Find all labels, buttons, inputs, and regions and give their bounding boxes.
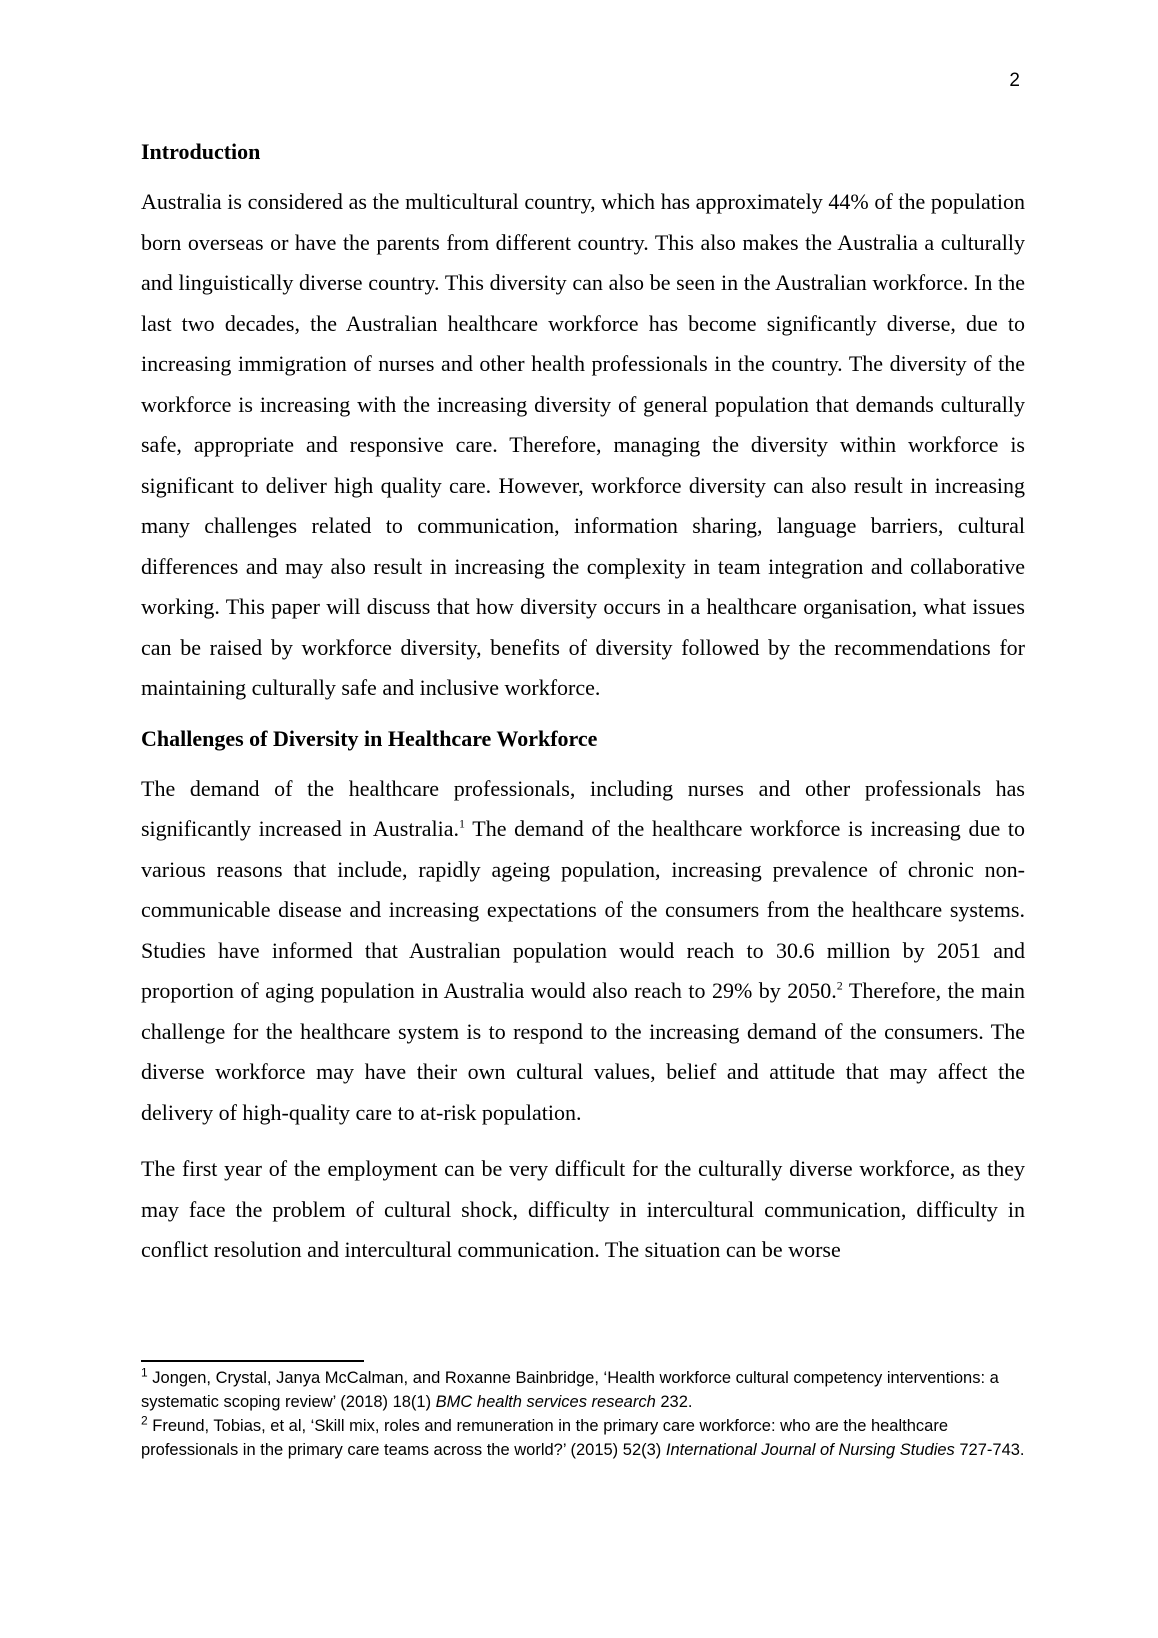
footnotes [141,1366,1025,1462]
footnote-journal: BMC health services research [435,1393,656,1411]
challenges-paragraph-2: The first year of the employment can be very difficult for the culturally diverse workforce, as they may face the problem of cultural shock, difficulty in intercultural communication, difficulty in conflict resolution and intercultural communication. The situation can be worse [141,1156,1025,1262]
footnote-1 [141,1366,1025,1414]
footnote-pages: 232. [655,1393,693,1411]
document-body [141,138,1025,1287]
paragraph-text: The demand of the healthcare workforce is increasing due to various reasons that include, rapidly ageing population, increasing prevalence of chronic non-communicable disease and increasing expectations of the consumers from the healthcare systems. Studies have informed that Australian population would reach to 30.6 million by 2051 and proportion of aging population in Australia would also reach to 29% by 2050. [141,816,1025,1003]
paragraph-text: The demand of the healthcare professionals, including nurses and other professionals has significantly increased in Australia. [141,775,1025,841]
footnote-text: Jongen, Crystal, Janya McCalman, and Roxanne Bainbridge, ‘Health workforce cultural competency interventions: a systematic scoping review’ (2018) 18(1) [141,1369,999,1411]
section-heading-introduction: Introduction [141,139,261,164]
footnote-pages: 727-743. [954,1441,1025,1459]
footnote-text: Freund, Tobias, et al, ‘Skill mix, roles and remuneration in the primary care workforce: who are the healthcare professionals in the primary care teams across the world?’ (2015) 52(3) [141,1417,949,1459]
footnote-separator [141,1360,364,1362]
paragraph-text: Therefore, the main challenge for the healthcare system is to respond to the increasing demand of the consumers. The diverse workforce may have their own cultural values, belief and attitude that may affect the delivery of high-quality care to at-risk population. [141,978,1025,1125]
footnote-journal: International Journal of Nursing Studies [665,1441,955,1459]
footnote-number: 1 [141,1365,148,1380]
introduction-paragraph: Australia is considered as the multicultural country, which has approximately 44% of the population born overseas or have the parents from different country. This also makes the Australia a culturally and linguistically diverse country. This diversity can also be seen in the Australian workforce. In the last two decades, the Australian healthcare workforce has become significantly diverse, due to increasing immigration of nurses and other health professionals in the country. The diversity of the workforce is increasing with the increasing diversity of general population that demands culturally safe, appropriate and responsive care. Therefore, managing the diversity within workforce is significant to deliver high quality care. However, workforce diversity can also result in increasing many challenges related to communication, information sharing, language barriers, cultural differences and may also result in increasing the complexity in team integration and collaborative working. This paper will discuss that how diversity occurs in a healthcare organisation, what issues can be raised by workforce diversity, benefits of diversity followed by the recommendations for maintaining culturally safe and inclusive workforce. [141,189,1025,700]
footnote-2 [141,1414,1025,1462]
footnote-ref-2[interactable]: 2 [836,978,843,993]
footnote-number: 2 [141,1413,148,1428]
footnote-ref-1[interactable]: 1 [459,816,466,831]
challenges-paragraph-1 [141,769,1025,1134]
section-heading-challenges: Challenges of Diversity in Healthcare Workforce [141,725,598,751]
page-number: 2 [1009,70,1020,91]
